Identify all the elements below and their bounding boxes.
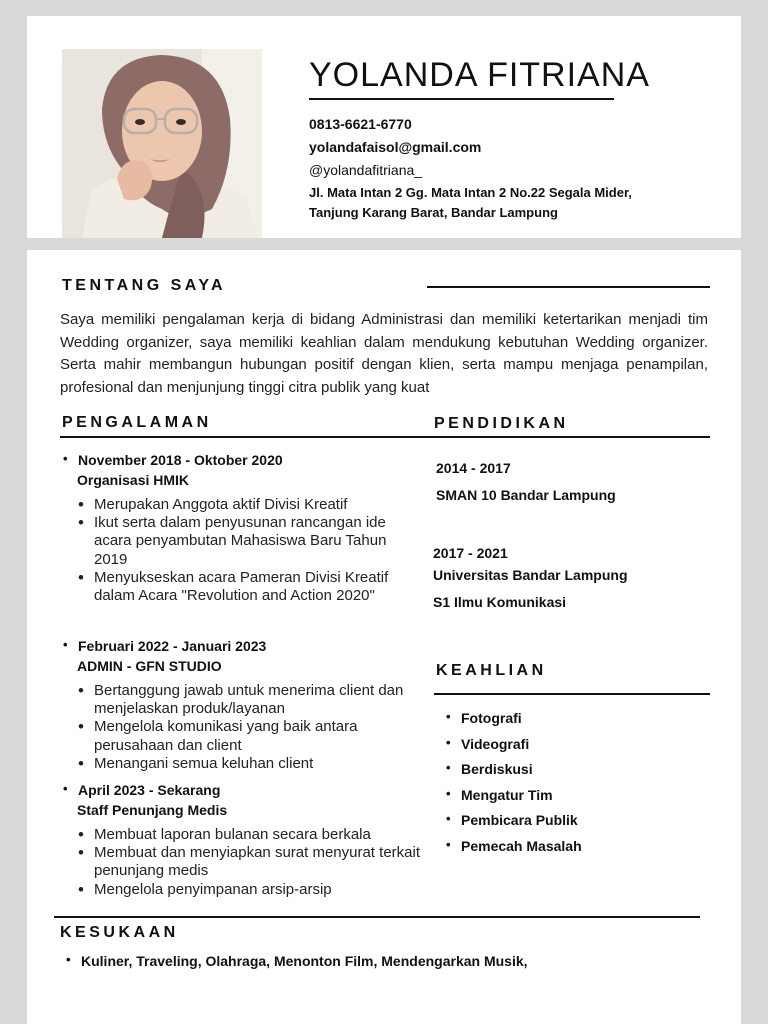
skill-item: • Fotografi bbox=[443, 710, 582, 736]
duty-item: • Menangani semua keluhan client bbox=[94, 755, 420, 773]
experience-education-divider bbox=[60, 436, 710, 438]
education-school: SMAN 10 Bandar Lampung bbox=[436, 487, 616, 503]
about-text: Saya memiliki pengalaman kerja di bidang Administrasi dan memiliki ketertarikan menjadi tim Wedding organizer, saya memiliki keahlian dalam mendukung kebutuhan Wedding organizer. Serta mahir membangun hubungan positif dengan klien, serta mampu menjaga penampilan, profesional dan menjunjung tinggi citra publik yang kuat bbox=[60, 311, 708, 396]
experience-org: Staff Penunjang Medis bbox=[77, 802, 228, 818]
duty-item: • Mengelola komunikasi yang baik antara perusahaan dan client bbox=[94, 718, 420, 754]
skills-divider bbox=[434, 693, 710, 695]
duty-item: • Mengelola penyimpanan arsip-arsip bbox=[94, 881, 420, 899]
experience-duties bbox=[60, 682, 420, 773]
education-title: PENDIDIKAN bbox=[434, 415, 569, 432]
education-years: 2017 - 2021 bbox=[433, 545, 508, 561]
experience-period: • Februari 2022 - Januari 2023 bbox=[60, 638, 420, 654]
about-divider bbox=[427, 286, 710, 288]
experience-org: ADMIN - GFN STUDIO bbox=[77, 658, 222, 674]
experience-period: • April 2023 - Sekarang bbox=[60, 782, 420, 798]
skills-title: KEAHLIAN bbox=[436, 662, 547, 679]
duty-item: • Membuat laporan bulanan secara berkala bbox=[94, 826, 420, 844]
profile-photo-illustration bbox=[62, 49, 262, 238]
experience-item bbox=[60, 452, 420, 605]
experience-title: PENGALAMAN bbox=[62, 414, 212, 431]
education-degree: S1 Ilmu Komunikasi bbox=[433, 594, 567, 610]
duty-item: • Ikut serta dalam penyusunan rancangan ide acara penyambutan Mahasiswa Baru Tahun 2019 bbox=[94, 514, 420, 569]
skill-item: • Mengatur Tim bbox=[443, 787, 582, 813]
address-line-2: Tanjung Karang Barat, Bandar Lampung bbox=[309, 205, 558, 220]
skill-item: • Berdiskusi bbox=[443, 761, 582, 787]
hobbies-divider bbox=[54, 916, 700, 918]
education-school: Universitas Bandar Lampung bbox=[433, 567, 628, 583]
education-years: 2014 - 2017 bbox=[436, 460, 511, 476]
experience-duties bbox=[60, 826, 420, 899]
about-title: TENTANG SAYA bbox=[62, 277, 227, 294]
duty-item: • Merupakan Anggota aktif Divisi Kreatif bbox=[94, 496, 420, 514]
experience-period: • November 2018 - Oktober 2020 bbox=[60, 452, 420, 468]
social-handle: @yolandafitriana_ bbox=[309, 162, 423, 178]
skills-list bbox=[443, 710, 582, 864]
skill-item: • Videografi bbox=[443, 736, 582, 762]
header-card bbox=[27, 16, 741, 238]
skill-item: • Pembicara Publik bbox=[443, 812, 582, 838]
experience-org: Organisasi HMIK bbox=[77, 472, 190, 488]
name-divider bbox=[309, 98, 614, 100]
email-address: yolandafaisol@gmail.com bbox=[309, 139, 482, 155]
hobbies-text: • Kuliner, Traveling, Olahraga, Menonton Film, Mendengarkan Musik, bbox=[63, 953, 528, 969]
skill-item: • Pemecah Masalah bbox=[443, 838, 582, 864]
candidate-name: YOLANDA FITRIANA bbox=[309, 56, 650, 94]
phone-number: 0813-6621-6770 bbox=[309, 116, 412, 132]
experience-item bbox=[60, 782, 420, 899]
body-card bbox=[27, 250, 741, 1024]
experience-item bbox=[60, 638, 420, 773]
address-line-1: Jl. Mata Intan 2 Gg. Mata Intan 2 No.22 Segala Mider, bbox=[309, 185, 632, 200]
experience-duties bbox=[60, 496, 420, 605]
hobbies-title: KESUKAAN bbox=[60, 924, 179, 941]
profile-photo bbox=[62, 49, 262, 238]
duty-item: • Membuat dan menyiapkan surat menyurat terkait penunjang medis bbox=[94, 844, 420, 880]
duty-item: • Bertanggung jawab untuk menerima client dan menjelaskan produk/layanan bbox=[94, 682, 420, 718]
duty-item: • Menyukseskan acara Pameran Divisi Kreatif dalam Acara "Revolution and Action 2020" bbox=[94, 569, 420, 605]
